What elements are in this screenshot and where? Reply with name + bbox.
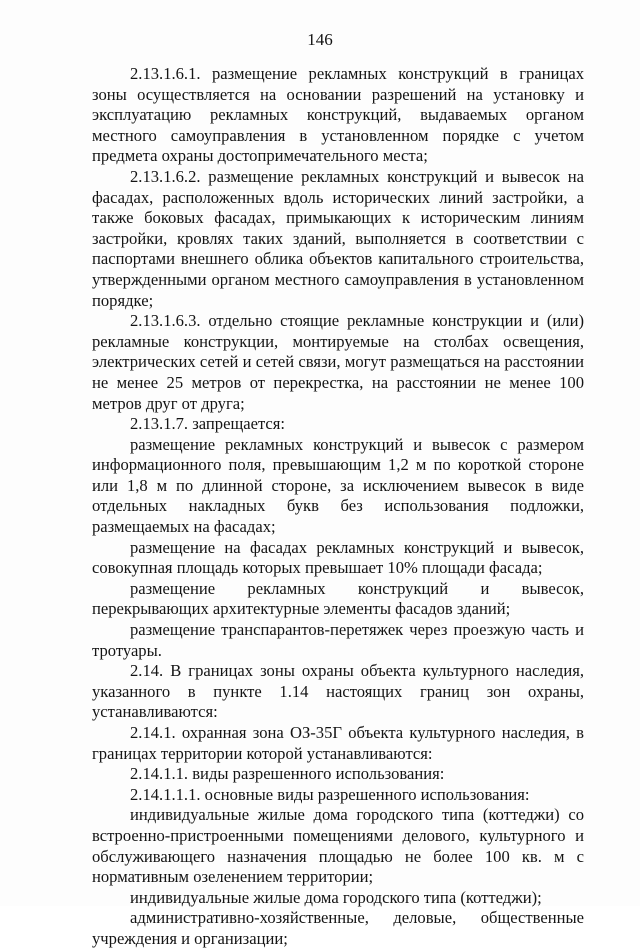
paragraph-2-14-1-1: 2.14.1.1. виды разрешенного использования:	[130, 764, 445, 784]
paragraph-2-14-1: 2.14.1. охранная зона ОЗ-35Г объекта культурного наследия, в границах территории которой устанавливаются:	[92, 723, 584, 763]
document-body	[92, 64, 584, 950]
prohibition-item-facade-area: размещение на фасадах рекламных конструкций и вывесок, совокупная площадь которых превышает 10% площади фасада;	[92, 537, 584, 578]
use-item-institutions: административно-хозяйственные, деловые, общественные учреждения и организации;	[92, 908, 584, 948]
paragraph-2-13-1-7: 2.13.1.7. запрещается:	[130, 414, 286, 434]
paragraph-2-14: 2.14. В границах зоны охраны объекта культурного наследия, указанного в пункте 1.14 настоящих границ зон охраны, устанавливаются:	[92, 661, 584, 722]
paragraph-2-13-1-6-3: 2.13.1.6.3. отдельно стоящие рекламные конструкции и (или) рекламные конструкции, монтируемые на столбах освещения, электрических сетей и сетей связи, могут размещаться на расстоянии не менее 25 метров от перекрестка, на расстоянии не менее 100 метров друг от друга;	[92, 311, 584, 413]
use-item-cottages: индивидуальные жилые дома городского типа (коттеджи);	[130, 887, 542, 907]
use-item-cottages-with-premises: индивидуальные жилые дома городского типа (коттеджи) со встроенно-пристроенными помещениями делового, культурного и обслуживающего назначения площадью не более 100 кв. м с нормативным озеленением территории;	[92, 805, 584, 887]
paragraph-2-13-1-6-1: 2.13.1.6.1. размещение рекламных конструкций в границах зоны осуществляется на основании разрешений на установку и эксплуатацию рекламных конструкций, выдаваемых органом местного самоуправления в установленном порядке с учетом предмета охраны достопримечательного места;	[92, 64, 584, 166]
prohibition-item-architectural-elements: размещение рекламных конструкций и вывесок, перекрывающих архитектурные элементы фасадов зданий;	[92, 578, 584, 619]
prohibition-item-banners: размещение транспарантов-перетяжек через проезжую часть и тротуары.	[92, 620, 584, 660]
paragraph-2-14-1-1-1: 2.14.1.1.1. основные виды разрешенного использования:	[130, 784, 530, 804]
paragraph-2-13-1-6-2: 2.13.1.6.2. размещение рекламных конструкций и вывесок на фасадах, расположенных вдоль исторических линий застройки, а также боковых фасадах, примыкающих к историческим линиям застройки, кровлях таких зданий, выполняется в соответствии с паспортами внешнего облика объектов капитального строительства, утвержденными органом местного самоуправления в установленном порядке;	[92, 166, 584, 310]
prohibition-item-info-field-size: размещение рекламных конструкций и вывесок с размером информационного поля, превышающим 1,2 м по короткой стороне или 1,8 м по длинной стороне, за исключением вывесок в виде отдельных накладных букв без использования подложки, размещаемых на фасадах;	[92, 434, 584, 537]
page-number: 146	[307, 30, 333, 49]
